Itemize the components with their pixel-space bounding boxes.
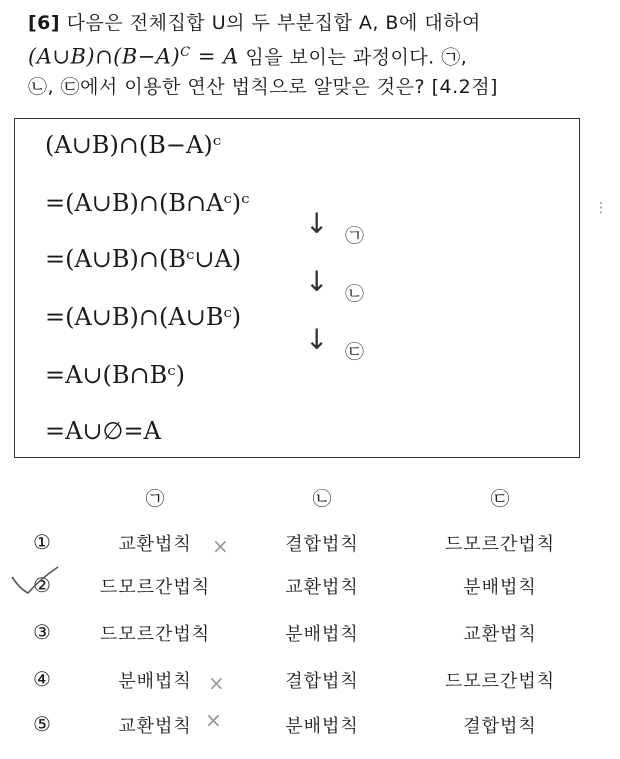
answer-choice-5[interactable] (0, 708, 620, 742)
header-col-3: ㉢ (490, 488, 510, 510)
question-expression-eq: = A (190, 44, 239, 69)
proof-box (14, 118, 580, 458)
proof-step-1: (A∪B)∩(B−A)ᶜ (45, 131, 222, 159)
choice-number: ② (33, 573, 51, 597)
question-expression-sup: C (180, 45, 191, 60)
choice-col-3: 분배법칙 (463, 577, 537, 598)
question-expression: (A∪B)∩(B−A) (28, 44, 181, 69)
mark-nieun: ㉡ (345, 283, 365, 305)
cross-mark-icon: × (212, 534, 229, 558)
question-line-2 (28, 38, 608, 72)
answer-table-header (0, 484, 620, 514)
choice-col-2: 분배법칙 (285, 624, 359, 645)
choice-number: ⑤ (33, 712, 51, 736)
choice-number: ④ (33, 667, 51, 691)
question-header (28, 8, 608, 102)
header-col-1: ㉠ (145, 488, 165, 510)
choice-col-1: 드모르간법칙 (99, 624, 211, 645)
proof-step-2: =(A∪B)∩(B∩Aᶜ)ᶜ (45, 189, 250, 217)
arrow-down-icon: ↓ (305, 207, 329, 240)
answer-choice-4[interactable] (0, 667, 620, 697)
choice-col-1: 분배법칙 (118, 671, 192, 692)
mark-giyeok: ㉠ (345, 225, 365, 247)
choice-col-3: 교환법칙 (463, 624, 537, 645)
choice-col-3: 드모르간법칙 (444, 671, 556, 692)
choice-col-1: 교환법칙 (118, 716, 192, 737)
question-text-1: 다음은 전체집합 U의 두 부분집합 A, B에 대하여 (66, 12, 481, 34)
choice-number: ③ (33, 620, 51, 644)
choice-col-3: 드모르간법칙 (444, 534, 556, 555)
answer-choice-2[interactable] (0, 573, 620, 603)
choice-col-1: 드모르간법칙 (99, 577, 211, 598)
mark-digeut: ㉢ (345, 341, 365, 363)
proof-step-6: =A∪∅=A (45, 417, 161, 445)
question-line-1 (28, 8, 608, 38)
arrow-down-icon: ↓ (305, 323, 329, 356)
proof-step-4: =(A∪B)∩(A∪Bᶜ) (45, 303, 242, 331)
check-mark-icon (10, 563, 60, 599)
question-number: [6] (28, 12, 61, 34)
cross-mark-icon: × (208, 671, 225, 695)
choice-col-2: 교환법칙 (285, 577, 359, 598)
arrow-down-icon: ↓ (305, 265, 329, 298)
choice-col-3: 결합법칙 (463, 716, 537, 737)
cross-mark-icon: × (205, 708, 222, 732)
header-col-2: ㉡ (312, 488, 332, 510)
choice-col-1: 교환법칙 (118, 534, 192, 555)
proof-step-3: =(A∪B)∩(Bᶜ∪A) (45, 245, 242, 273)
question-text-2: 임을 보이는 과정이다. ㉠, (245, 46, 468, 69)
choice-col-2: 분배법칙 (285, 716, 359, 737)
choice-number: ① (33, 530, 51, 554)
choice-col-2: 결합법칙 (285, 534, 359, 555)
question-text-3: ㉡, ㉢에서 이용한 연산 법칙으로 알맞은 것은? [4.2점] (28, 76, 498, 99)
question-line-3 (28, 72, 608, 102)
answer-choice-1[interactable] (0, 530, 620, 560)
choice-col-2: 결합법칙 (285, 671, 359, 692)
stray-pencil-mark: ⋮ (594, 200, 608, 216)
answer-choice-3[interactable] (0, 620, 620, 650)
proof-step-5: =A∪(B∩Bᶜ) (45, 361, 185, 389)
